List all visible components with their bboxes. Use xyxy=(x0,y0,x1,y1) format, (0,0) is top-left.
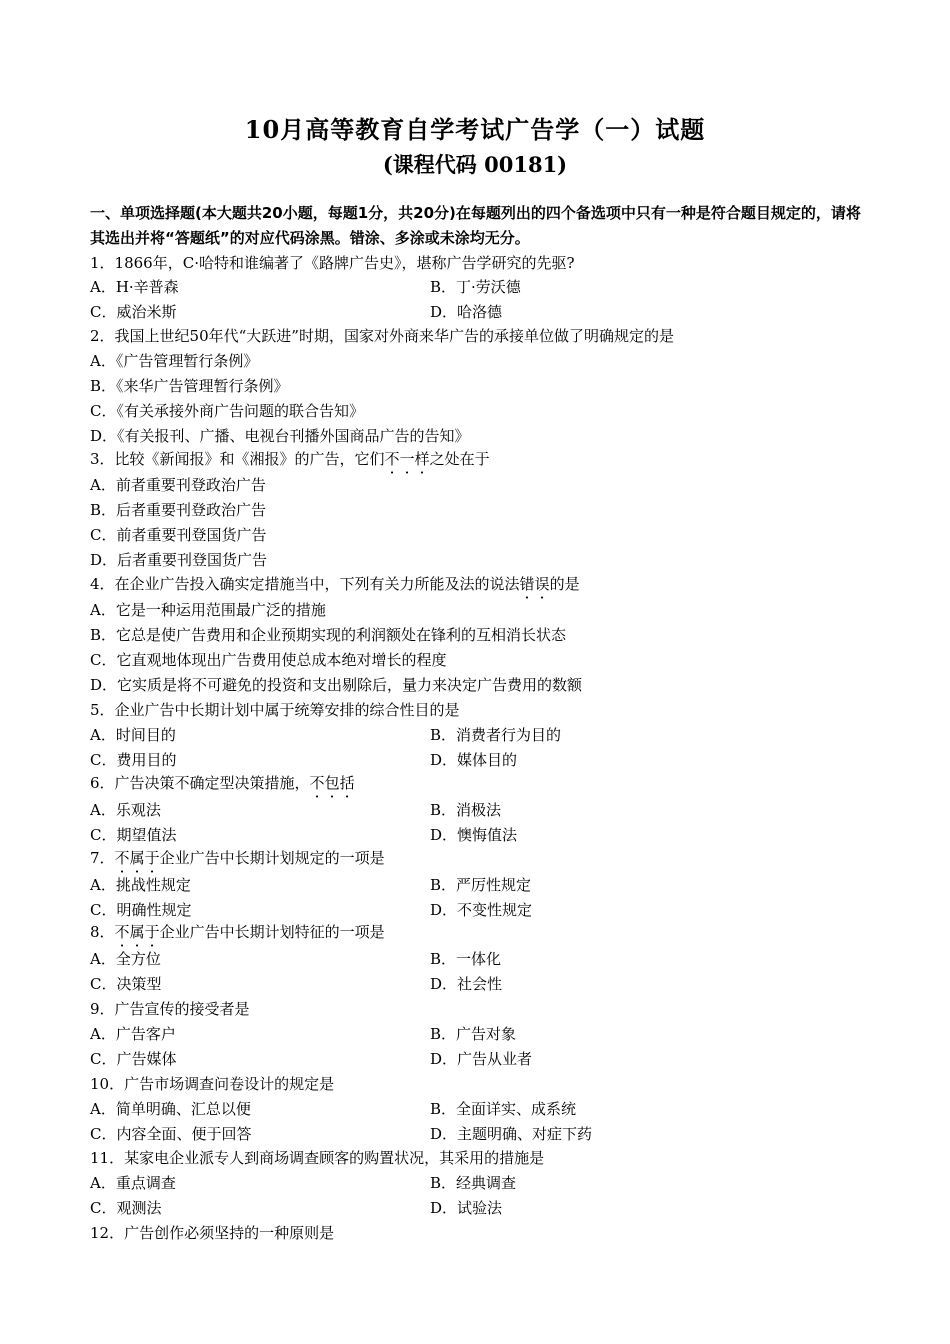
emphasis-text xyxy=(115,849,160,867)
option: A．全方位 xyxy=(90,950,161,968)
option: D．哈洛德 xyxy=(430,303,503,321)
emphasis-char: 一 xyxy=(399,450,415,468)
option: A．时间目的 xyxy=(90,726,176,744)
option: B．《来华广告管理暂行条例》 xyxy=(90,377,289,395)
option: C．明确性规定 xyxy=(90,901,192,919)
option: D．《有关报刊、广播、电视台刊播外国商品广告的告知》 xyxy=(90,427,470,445)
emphasis-char: 不 xyxy=(114,923,130,941)
option: C．前者重要刊登国货广告 xyxy=(90,526,267,544)
stem-text: 4．在企业广告投入确实定措施当中，下列有关力所能及法的说法 xyxy=(90,575,520,593)
emphasis-char: 误 xyxy=(534,575,550,593)
question-stem xyxy=(90,449,490,469)
option: B．消费者行为目的 xyxy=(430,726,562,744)
emphasis-char: 不 xyxy=(384,450,400,468)
option: A．简单明确、汇总以便 xyxy=(90,1100,251,1118)
option: B．广告对象 xyxy=(430,1025,517,1043)
option: B．消极法 xyxy=(430,801,502,819)
stem-text: 8． xyxy=(90,923,115,941)
option: A．广告客户 xyxy=(90,1025,176,1043)
option: C．期望值法 xyxy=(90,826,177,844)
option: A．它是一种运用范围最广泛的措施 xyxy=(90,601,326,619)
option: C．内容全面、便于回答 xyxy=(90,1125,252,1143)
option: A．挑战性规定 xyxy=(90,876,191,894)
emphasis-char: 属 xyxy=(129,849,145,867)
option: D．它实质是将不可避免的投资和支出剔除后，量力来决定广告费用的数额 xyxy=(90,676,583,694)
page-title: 10月高等教育自学考试广告学（一）试题 xyxy=(244,115,706,144)
option: C．费用目的 xyxy=(90,751,177,769)
stem-text: 企业广告中长期计划特征的一项是 xyxy=(159,923,385,941)
option: B．经典调查 xyxy=(430,1174,517,1192)
option: A．前者重要刊登政治广告 xyxy=(90,476,266,494)
question-stem: 1．1866年，C·哈特和谁编著了《路牌广告史》，堪称广告学研究的先驱? xyxy=(90,254,575,272)
question-stem: 12．广告创作必须坚持的一种原则是 xyxy=(90,1224,335,1242)
question-stem xyxy=(90,773,355,793)
emphasis-char: 错 xyxy=(519,575,535,593)
question-stem: 9．广告宣传的接受者是 xyxy=(90,1000,250,1018)
option: D．试验法 xyxy=(430,1199,503,1217)
option: A．重点调查 xyxy=(90,1174,176,1192)
question-stem xyxy=(90,574,580,594)
emphasis-char: 于 xyxy=(144,923,160,941)
option: B．它总是使广告费用和企业预期实现的利润额处在锋利的互相消长状态 xyxy=(90,626,567,644)
emphasis-char: 不 xyxy=(114,849,130,867)
stem-text: 6．广告决策不确定型决策措施， xyxy=(90,774,310,792)
stem-text: 的是 xyxy=(549,575,580,593)
option: C．它直观地体现出广告费用使总成本绝对增长的程度 xyxy=(90,651,447,669)
stem-text: 3．比较《新闻报》和《湘报》的广告，它们 xyxy=(90,450,385,468)
option: C．广告媒体 xyxy=(90,1050,177,1068)
emphasis-text xyxy=(115,923,160,941)
option: A．《广告管理暂行条例》 xyxy=(90,352,259,370)
option: B．丁·劳沃德 xyxy=(430,278,521,296)
question-stem: 10．广告市场调查问卷设计的规定是 xyxy=(90,1075,335,1093)
emphasis-char: 属 xyxy=(129,923,145,941)
option: B．后者重要刊登政治广告 xyxy=(90,501,267,519)
emphasis-char: 于 xyxy=(144,849,160,867)
option: B．全面详实、成系统 xyxy=(430,1100,577,1118)
question-stem xyxy=(90,922,385,942)
option: C．决策型 xyxy=(90,975,162,993)
option: D．媒体目的 xyxy=(430,751,518,769)
stem-text: 7． xyxy=(90,849,115,867)
question-stem: 5．企业广告中长期计划中属于统筹安排的综合性目的是 xyxy=(90,701,460,719)
option: B．一体化 xyxy=(430,950,502,968)
stem-text: 之处在于 xyxy=(429,450,490,468)
option: D．主题明确、对症下药 xyxy=(430,1125,593,1143)
option: C．观测法 xyxy=(90,1199,162,1217)
emphasis-char: 不 xyxy=(309,774,325,792)
option: D．社会性 xyxy=(430,975,503,993)
question-stem xyxy=(90,848,385,868)
question-stem: 11．某家电企业派专人到商场调查顾客的购置状况，其采用的措施是 xyxy=(90,1149,545,1167)
option: A．H·辛普森 xyxy=(90,278,179,296)
option: D．后者重要刊登国货广告 xyxy=(90,551,268,569)
option: A．乐观法 xyxy=(90,801,161,819)
option: C．威治米斯 xyxy=(90,303,177,321)
emphasis-char: 样 xyxy=(414,450,430,468)
emphasis-text xyxy=(385,450,430,468)
course-code: (课程代码 00181) xyxy=(382,152,568,177)
option: D．不变性规定 xyxy=(430,901,533,919)
emphasis-text xyxy=(520,575,550,593)
emphasis-char: 括 xyxy=(339,774,355,792)
stem-text: 企业广告中长期计划规定的一项是 xyxy=(159,849,385,867)
question-stem: 2．我国上世纪50年代“大跃进”时期，国家对外商来华广告的承接单位做了明确规定的是 xyxy=(90,327,674,345)
option: D．广告从业者 xyxy=(430,1050,533,1068)
option: C．《有关承接外商广告问题的联合告知》 xyxy=(90,402,364,420)
section-instruction: 一、单项选择题(本大题共20小题，每题1分，共20分)在每题列出的四个备选项中只有一种是符合题目规定的，请将其选出并将“答题纸”的对应代码涂黑。错涂、多涂或未涂均无分。 xyxy=(90,204,861,247)
option: D．懊悔值法 xyxy=(430,826,518,844)
emphasis-text xyxy=(310,774,355,792)
option: B．严厉性规定 xyxy=(430,876,532,894)
emphasis-char: 包 xyxy=(324,774,340,792)
